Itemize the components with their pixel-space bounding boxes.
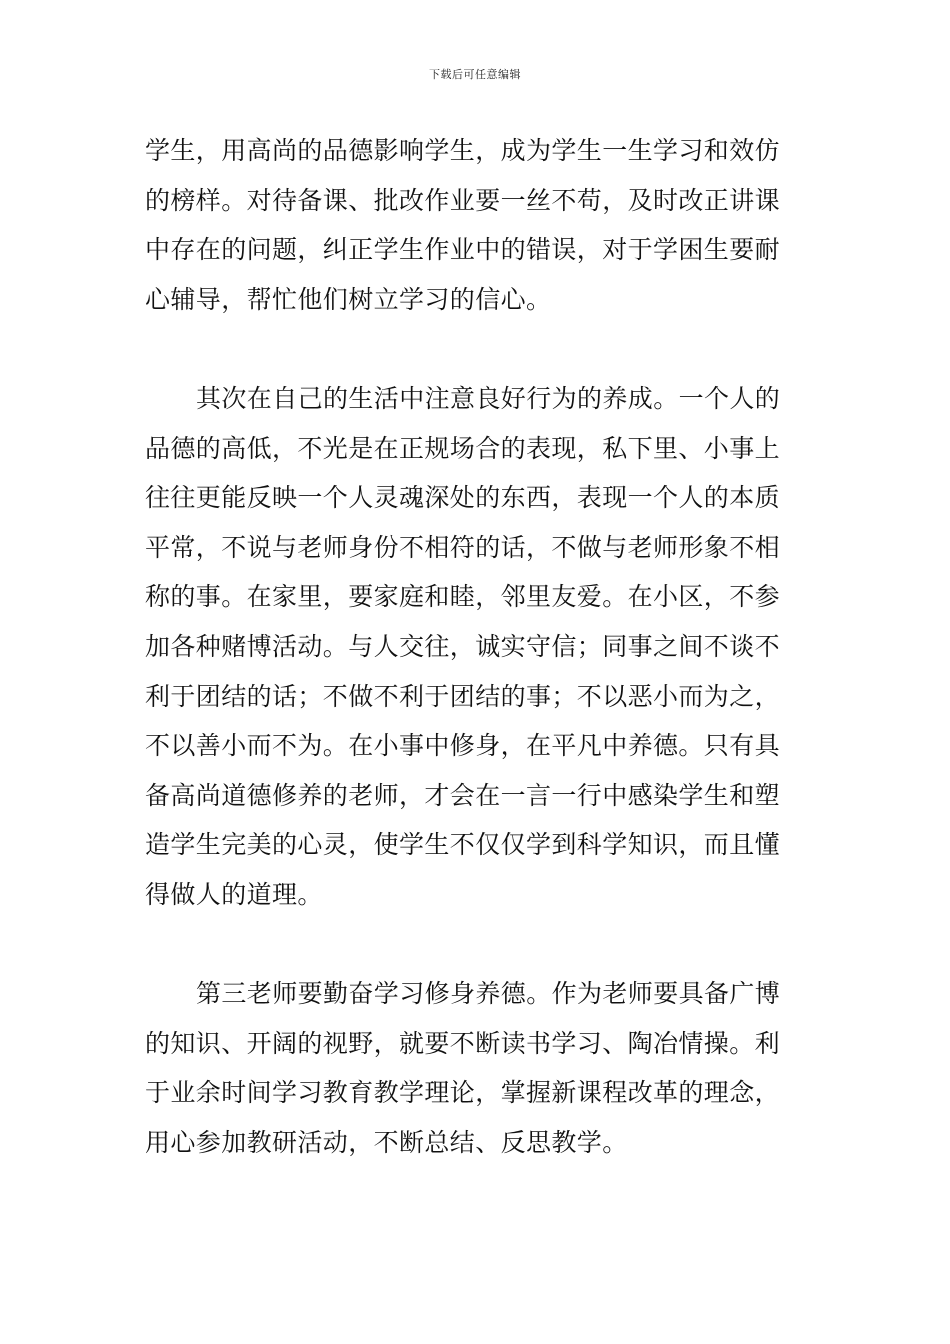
text-line: 得做人的道理。 — [145, 879, 323, 909]
text-line: 的知识、开阔的视野，就要不断读书学习、陶冶情操。利 — [145, 1028, 781, 1058]
document-body — [145, 126, 810, 1167]
text-line: 加各种赌博活动。与人交往，诚实守信；同事之间不谈不 — [145, 631, 781, 661]
text-line: 第三老师要勤奋学习修身养德。作为老师要具备广博 — [196, 979, 781, 1009]
text-line: 品德的高低，不光是在正规场合的表现，私下里、小事上 — [145, 433, 781, 463]
paragraph — [145, 374, 810, 920]
paragraph — [145, 126, 810, 324]
text-line: 不以善小而不为。在小事中修身，在平凡中养德。只有具 — [145, 731, 781, 761]
text-line: 称的事。在家里，要家庭和睦，邻里友爱。在小区，不参 — [145, 582, 781, 612]
text-line: 用心参加教研活动，不断总结、反思教学。 — [145, 1127, 628, 1157]
text-line: 学生，用高尚的品德影响学生，成为学生一生学习和效仿 — [145, 136, 781, 165]
text-line: 其次在自己的生活中注意良好行为的养成。一个人的 — [196, 383, 781, 413]
text-line: 的榜样。对待备课、批改作业要一丝不苟，及时改正讲课 — [145, 185, 781, 215]
paragraph — [145, 969, 810, 1167]
paragraph-spacer — [145, 324, 810, 374]
text-line: 中存在的问题，纠正学生作业中的错误，对于学困生要耐 — [145, 235, 781, 265]
text-line: 平常，不说与老师身份不相符的话，不做与老师形象不相 — [145, 532, 781, 562]
text-line: 造学生完美的心灵，使学生不仅仅学到科学知识，而且懂 — [145, 830, 781, 860]
paragraph-spacer — [145, 920, 810, 970]
text-line: 往往更能反映一个人灵魂深处的东西，表现一个人的本质 — [145, 483, 781, 513]
text-line: 利于团结的话；不做不利于团结的事；不以恶小而为之， — [145, 681, 781, 711]
text-line: 心辅导，帮忙他们树立学习的信心。 — [145, 284, 552, 314]
text-line: 于业余时间学习教育教学理论，掌握新课程改革的理念， — [145, 1078, 781, 1108]
text-line: 备高尚道德修养的老师，才会在一言一行中感染学生和塑 — [145, 780, 781, 810]
page-header-note: 下载后可任意编辑 — [429, 68, 521, 81]
